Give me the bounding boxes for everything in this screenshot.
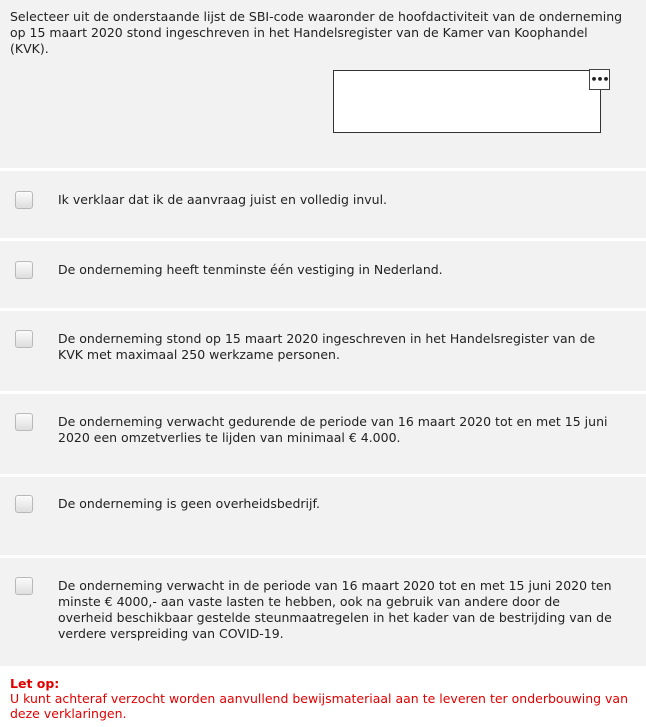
declaration-text: De onderneming is geen overheidsbedrijf. (58, 496, 320, 511)
sbi-lookup-button[interactable]: ••• (589, 69, 610, 90)
declaration-text: De onderneming verwacht in de periode van 16 maart 2020 tot en met 15 juni 2020 ten minste € 4000,- aan vaste lasten te hebben, ook na gebruik van andere door de overheid beschikbaar gestelde steunmaatregelen in het kader van de bestrijding van de verdere verspreiding van COVID-19. (58, 578, 612, 641)
declaration-checkbox[interactable] (15, 261, 33, 279)
declaration-text: De onderneming stond op 15 maart 2020 ingeschreven in het Handelsregister van de KVK met maximaal 250 werkzame personen. (58, 331, 596, 362)
declaration-checkbox[interactable] (15, 495, 33, 513)
declaration-checkbox[interactable] (15, 577, 33, 595)
declaration-row (0, 477, 646, 555)
sbi-code-field[interactable] (333, 70, 601, 133)
declaration-row (0, 394, 646, 474)
declaration-checkbox[interactable] (15, 191, 33, 209)
warning-text: U kunt achteraf verzocht worden aanvullend bewijsmateriaal aan te leveren ter onderbouwing van deze verklaringen. (10, 691, 629, 721)
declaration-row (0, 311, 646, 391)
sbi-section (0, 0, 646, 168)
declaration-text: De onderneming heeft tenminste één vestiging in Nederland. (58, 262, 443, 277)
declaration-text: Ik verklaar dat ik de aanvraag juist en volledig invul. (58, 192, 388, 207)
declaration-row (0, 171, 646, 238)
sbi-instruction: Selecteer uit de onderstaande lijst de SBI-code waaronder de hoofdactiviteit van de onderneming op 15 maart 2020 stond ingeschreven in het Handelsregister van de Kamer van Koophandel (KVK). (10, 9, 623, 56)
declaration-checkbox[interactable] (15, 413, 33, 431)
declaration-row (0, 558, 646, 666)
declaration-checkbox[interactable] (15, 330, 33, 348)
declaration-row (0, 241, 646, 308)
warning-note (10, 676, 640, 721)
declaration-text: De onderneming verwacht gedurende de periode van 16 maart 2020 tot en met 15 juni 2020 een omzetverlies te lijden van minimaal € 4.000. (58, 414, 608, 445)
warning-title: Let op: (10, 676, 60, 691)
